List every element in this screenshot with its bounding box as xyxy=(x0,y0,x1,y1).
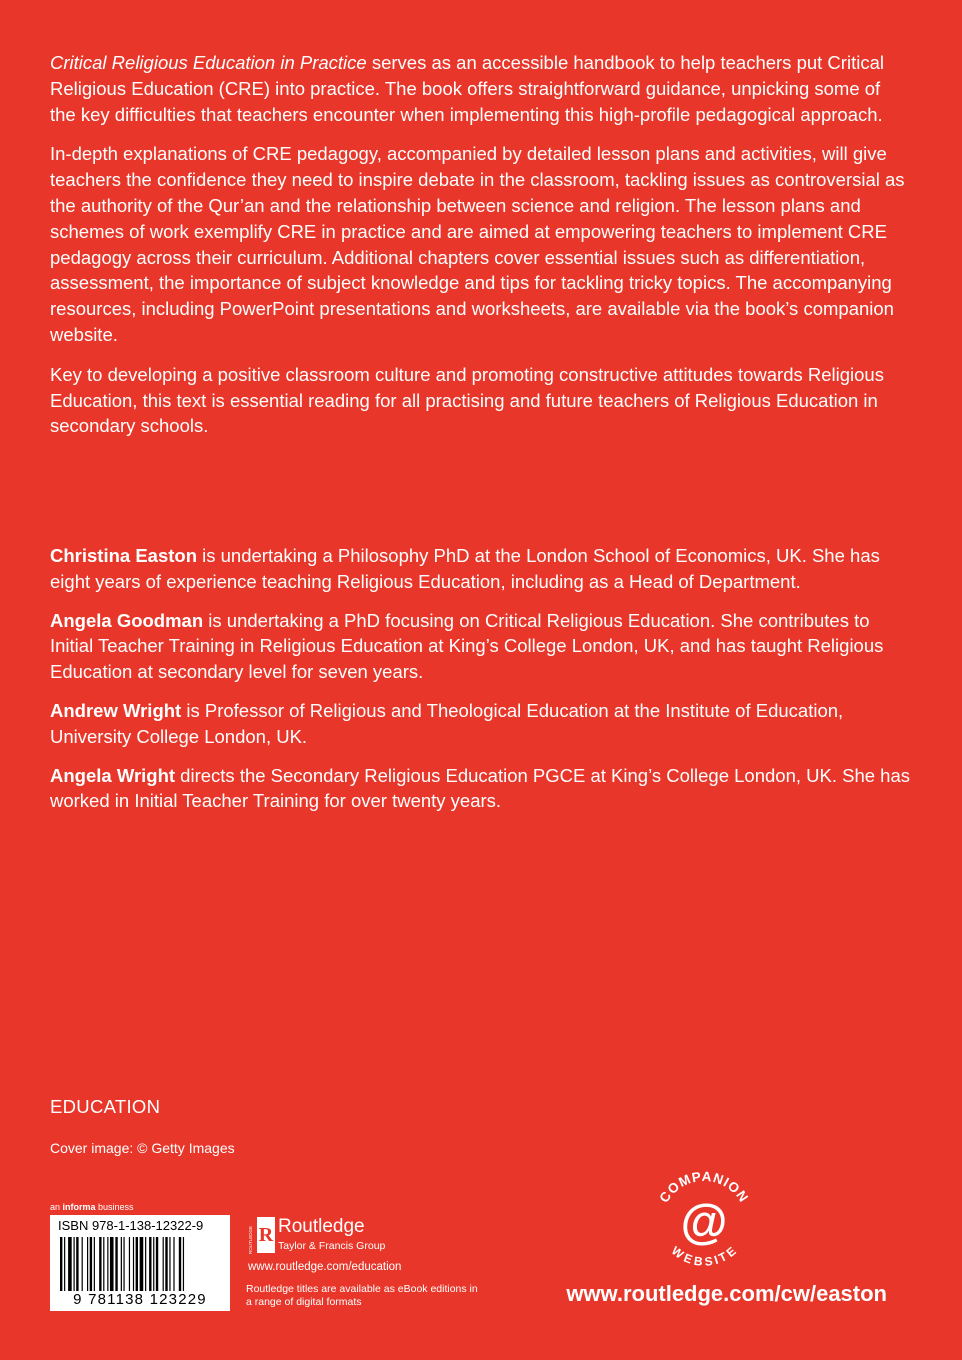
cover-credit: Cover image: © Getty Images xyxy=(50,1140,235,1156)
barcode-box xyxy=(50,1215,230,1311)
description-paragraph-2: In-depth explanations of CRE pedagogy, accompanied by detailed lesson plans and activities, will give teachers the confidence they need to inspire debate in the classroom, tackling issues as controversial as the authority of the Qur’an and the relationship between science and religion. The lesson plans and schemes of work exemplify CRE in practice and are aimed at empowering teachers to implement CRE pedagogy across their curriculum. Additional chapters cover essential issues such as differentiation, assessment, the importance of subject knowledge and tips for tackling tricky topics. The accompanying resources, including PowerPoint presentations and worksheets, are available via the book’s companion website. xyxy=(50,143,905,345)
publisher-group: Taylor & Francis Group xyxy=(278,1240,386,1252)
author-name: Andrew Wright xyxy=(50,699,182,721)
author-name: Angela Goodman xyxy=(50,609,204,631)
description xyxy=(50,50,910,453)
author-bios xyxy=(50,543,910,827)
publisher-website: www.routledge.com/education xyxy=(248,1261,402,1273)
description-paragraph-3: Key to developing a positive classroom culture and promoting constructive attitudes towards Religious Education, this text is essential reading for all practising and future teachers of Religious Education in secondary schools. xyxy=(50,363,884,437)
description-paragraph-1 xyxy=(50,50,910,127)
informa-brand: informa xyxy=(62,1202,96,1212)
author-bio-text: is undertaking a PhD focusing on Critical Religious Education. She contributes to Initial Teacher Training in Religious Education at King’s College London, UK, and has taught Religious Education at secondary level for seven years. xyxy=(50,609,884,683)
ebook-note: Routledge titles are available as eBook editions in a range of digital formats xyxy=(246,1283,478,1308)
publisher-name: Routledge xyxy=(278,1216,365,1237)
book-title: Critical Religious Education in Practice xyxy=(50,52,367,73)
author-bio xyxy=(50,543,910,595)
companion-website-icon xyxy=(648,1165,760,1277)
author-bio xyxy=(50,698,910,750)
author-bio-text: is Professor of Religious and Theological Education at the Institute of Education, University College London, UK. xyxy=(50,699,844,747)
website-text: WEBSITE xyxy=(668,1243,740,1269)
at-symbol: @ xyxy=(680,1196,728,1249)
subject-category: EDUCATION xyxy=(50,1096,161,1117)
informa-prefix: an xyxy=(50,1202,63,1212)
author-bio-text: is undertaking a Philosophy PhD at the London School of Economics, UK. She has eight years of experience teaching Religious Education, including as a Head of Department. xyxy=(50,545,880,592)
companion-url[interactable]: www.routledge.com/cw/easton xyxy=(566,1281,887,1306)
informa-business xyxy=(50,1202,134,1212)
author-bio xyxy=(50,763,910,815)
author-bio-text: directs the Secondary Religious Education PGCE at King’s College London, UK. She has worked in Initial Teacher Training for over twenty years. xyxy=(50,764,910,812)
logo-letter: R xyxy=(258,1224,274,1246)
author-name: Christina Easton xyxy=(50,545,197,566)
isbn-text: ISBN 978-1-138-12322-9 xyxy=(58,1218,204,1233)
barcode-digits: 9 781138 123229 xyxy=(73,1291,207,1308)
description-text-1: serves as an accessible handbook to help teachers put Critical Religious Education (CRE) into practice. The book offers straightforward guidance, unpicking some of the key difficulties that teachers encounter when implementing this high-profile pedagogical approach. xyxy=(50,52,884,125)
logo-side-text: ROUTLEDGE xyxy=(248,1225,253,1254)
author-name: Angela Wright xyxy=(50,764,176,786)
informa-suffix: business xyxy=(95,1202,134,1212)
companion-text: COMPANION xyxy=(656,1168,752,1206)
barcode-icon xyxy=(60,1237,222,1291)
author-bio xyxy=(50,608,910,685)
